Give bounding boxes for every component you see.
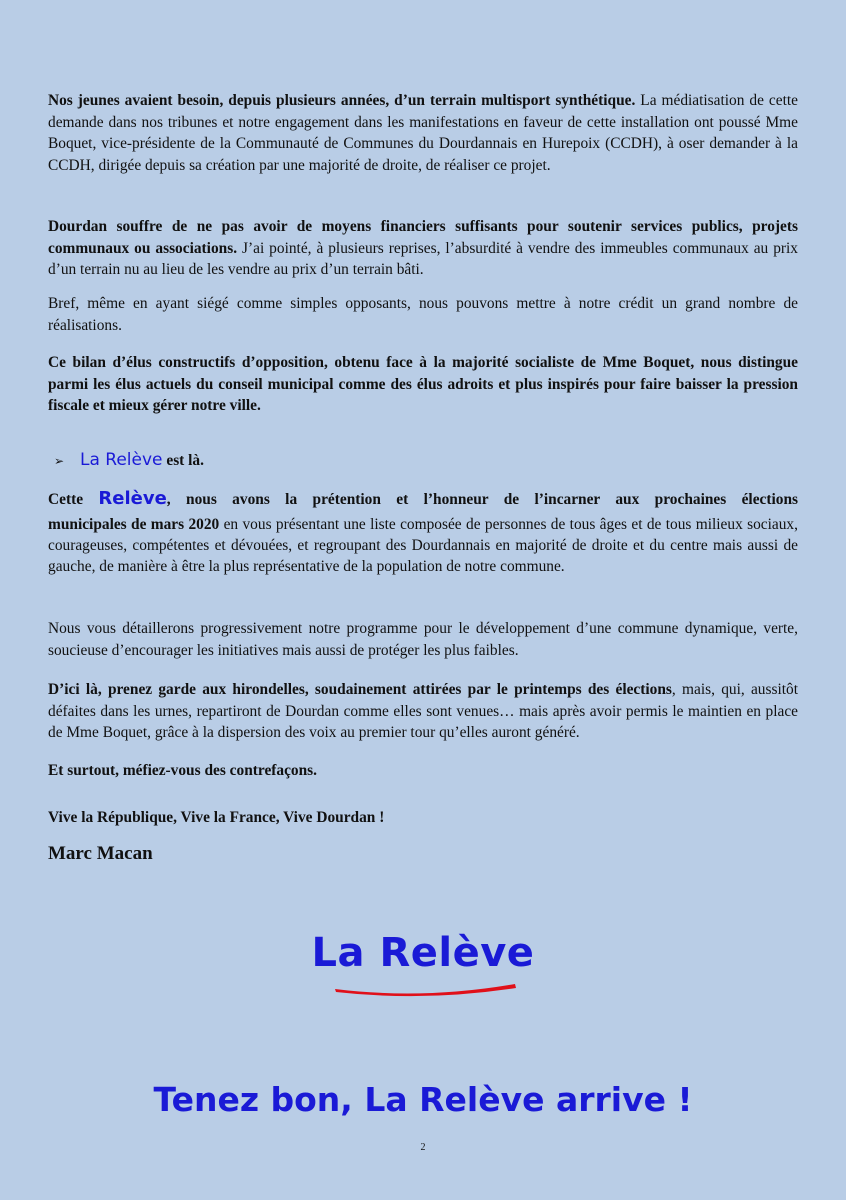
logo-text: La Relève xyxy=(311,930,535,976)
lead-text: , nous avons la prétention et l’honneur de l’incarner aux prochaines élections xyxy=(166,491,799,508)
paragraph-finances xyxy=(48,216,798,281)
paragraph-text: en vous présentant une liste composée de personnes de tous âges et de tous milieux sociaux, courageuses, compétentes et dévouées, et regroupant des Dourdannais en majorité de droite et du centre mais aussi de gauche, de manière à être la plus représentative de la population de notre commune. xyxy=(48,516,798,575)
lead-text: Cette xyxy=(48,491,99,508)
paragraph-text: , mais, qui, aussitôt défaites dans les urnes, repartiront de Dourdan comme elles sont venues… mais après avoir permis le maintien en place de Mme Boquet, grâce à la dispersion des voix au premier tour qu’elles auront généré. xyxy=(48,681,798,742)
paragraph-lead-line xyxy=(48,488,798,510)
brand-name: Relève xyxy=(98,488,167,509)
signature: Marc Macan xyxy=(48,843,153,864)
paragraph-text: La médiatisation de cette demande dans nos tribunes et notre engagement dans les manifestations en faveur de cette installation ont poussé Mme Boquet, vice-présidente de la Communauté de Communes du Dourdannais en Hurepoix (CCDH), à oser demander à la CCDH, dirigée depuis sa création par une majorité de droite, de réaliser ce projet. xyxy=(48,92,798,174)
section-heading-la-releve xyxy=(54,450,794,470)
brand-name: La Relève xyxy=(80,450,163,470)
paragraph-programme: Nous vous détaillerons progressivement notre programme pour le développement d’une commune dynamique, verte, soucieuse d’encourager les initiatives mais aussi de protéger les plus faibles. xyxy=(48,620,798,659)
paragraph-lead: Nos jeunes avaient besoin, depuis plusieurs années, d’un terrain multisport synthétique. xyxy=(48,92,636,109)
la-releve-logo xyxy=(0,930,846,976)
paragraph-contrefacons: Et surtout, méfiez-vous des contrefaçons. xyxy=(48,762,318,779)
page-number: 2 xyxy=(420,1142,426,1153)
paragraph-realisations: Bref, même en ayant siégé comme simples opposants, nous pouvons mettre à notre crédit un grand nombre de réalisations. xyxy=(48,295,798,334)
paragraph-bilan: Ce bilan d’élus constructifs d’opposition, obtenu face à la majorité socialiste de Mme Boquet, nous distingue parmi les élus actuels du conseil municipal comme des élus adroits et plus inspirés pour faire baisser la pression fiscale et mieux gérer notre ville. xyxy=(48,354,798,415)
logo-swoosh-icon xyxy=(333,980,518,1000)
paragraph-candidature xyxy=(48,488,798,577)
paragraph-vive: Vive la République, Vive la France, Vive Dourdan ! xyxy=(48,809,385,826)
paragraph-lead: Dourdan souffre de ne pas avoir de moyens financiers suffisants pour soutenir services publics, projets communaux ou associations. xyxy=(48,218,798,257)
paragraph-lead: D’ici là, prenez garde aux hirondelles, soudainement attirées par le printemps des élections xyxy=(48,681,672,698)
slogan: Tenez bon, La Relève arrive ! xyxy=(153,1080,693,1119)
paragraph-terrain-multisport xyxy=(48,90,798,176)
heading-text: est là. xyxy=(162,452,204,469)
arrow-bullet-icon: ➢ xyxy=(54,454,65,468)
paragraph-hirondelles xyxy=(48,679,798,744)
paragraph-text: J’ai pointé, à plusieurs reprises, l’absurdité à vendre des immeubles communaux au prix d’un terrain nu au lieu de les vendre au prix d’un terrain bâti. xyxy=(48,239,798,279)
election-date: municipales de mars 2020 xyxy=(48,516,220,533)
